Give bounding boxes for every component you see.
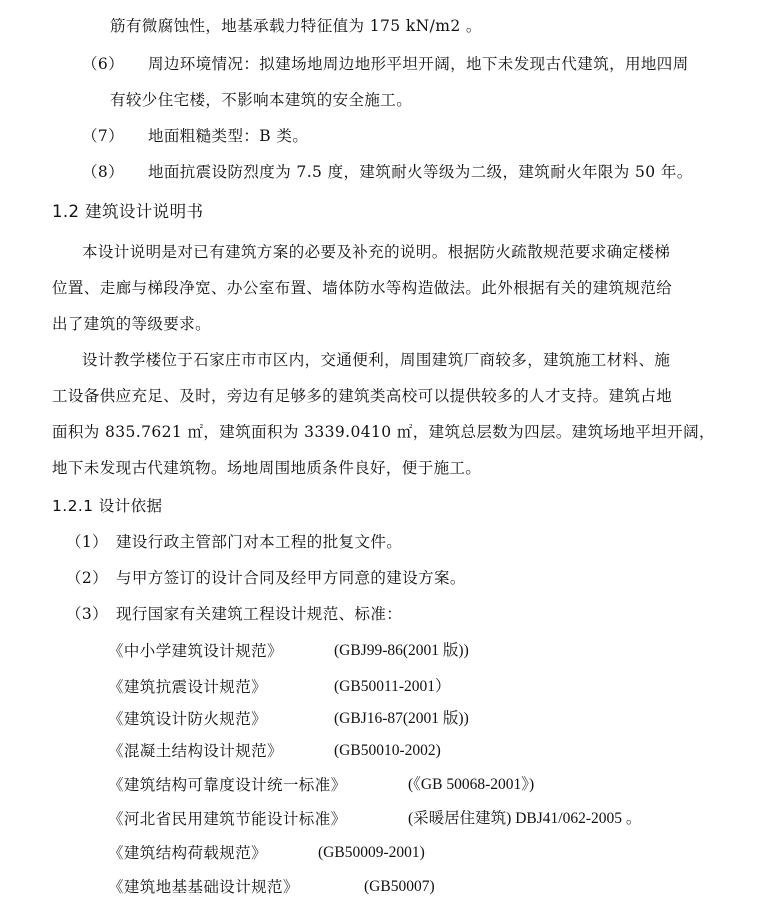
item-6-number: （6） xyxy=(82,55,125,73)
item-7-number: （7） xyxy=(82,127,125,145)
item-6-line1: 周边环境情况：拟建场地周边地形平坦开阔，地下未发现古代建筑，用地四周 xyxy=(148,55,689,73)
para2-line2: 工设备供应充足、及时，旁边有足够多的建筑类高校可以提供较多的人才支持。建筑占地 xyxy=(52,387,673,405)
standard-name-8: 《建筑地基基础设计规范》 xyxy=(108,878,299,896)
standard-code-2: (GB50011-2001） xyxy=(334,678,451,695)
item-8-line1: 地面抗震设防烈度为 7.5 度，建筑耐火等级为二级，建筑耐火年限为 50 年。 xyxy=(148,163,693,181)
basis-item-3-text: 现行国家有关建筑工程设计规范、标准： xyxy=(116,605,403,623)
para1-line3: 出了建筑的等级要求。 xyxy=(52,315,212,333)
section-1-2-heading: 1.2 建筑设计说明书 xyxy=(52,202,204,221)
para1-line2: 位置、走廊与梯段净宽、办公室布置、墙体防水等构造做法。此外根据有关的建筑规范给 xyxy=(52,279,673,297)
para2-line1: 设计教学楼位于石家庄市市区内，交通便利，周围建筑厂商较多，建筑施工材料、施 xyxy=(82,351,671,369)
para2-line4: 地下未发现古代建筑物。场地周围地质条件良好，便于施工。 xyxy=(52,459,482,477)
item-6-line2: 有较少住宅楼，不影响本建筑的安全施工。 xyxy=(110,91,413,109)
para2-line3: 面积为 835.7621 ㎡，建筑面积为 3339.0410 ㎡，建筑总层数为四层。建筑场地平坦开阔， xyxy=(52,423,715,441)
standard-name-1: 《中小学建筑设计规范》 xyxy=(108,642,283,660)
para1-line1: 本设计说明是对已有建筑方案的必要及补充的说明。根据防火疏散规范要求确定楼梯 xyxy=(82,243,671,261)
standard-name-2: 《建筑抗震设计规范》 xyxy=(108,678,268,696)
basis-item-3-number: （3） xyxy=(66,605,109,623)
standard-code-4: (GB50010-2002) xyxy=(334,742,441,759)
basis-item-2-text: 与甲方签订的设计合同及经甲方同意的建设方案。 xyxy=(116,569,466,587)
item-7-line1: 地面粗糙类型：B 类。 xyxy=(148,127,309,145)
basis-item-2-number: （2） xyxy=(66,569,109,587)
item-8-number: （8） xyxy=(82,163,125,181)
standard-code-7: (GB50009-2001) xyxy=(318,844,425,861)
basis-item-1-number: （1） xyxy=(66,533,109,551)
standard-name-7: 《建筑结构荷载规范》 xyxy=(108,844,268,862)
standard-name-5: 《建筑结构可靠度设计统一标准》 xyxy=(108,776,347,794)
standard-name-6: 《河北省民用建筑节能设计标准》 xyxy=(108,810,347,828)
standard-code-8: (GB50007) xyxy=(364,878,435,895)
basis-item-1-text: 建设行政主管部门对本工程的批复文件。 xyxy=(116,533,403,551)
continuation-line: 筋有微腐蚀性，地基承载力特征值为 175 kN/m2 。 xyxy=(110,17,482,35)
standard-code-3: (GBJ16-87(2001 版)) xyxy=(334,710,469,727)
standard-name-4: 《混凝土结构设计规范》 xyxy=(108,742,283,760)
standard-name-3: 《建筑设计防火规范》 xyxy=(108,710,268,728)
standard-code-1: (GBJ99-86(2001 版)) xyxy=(334,642,469,659)
section-1-2-1-heading: 1.2.1 设计依据 xyxy=(52,497,163,515)
standard-code-5: (《GB 50068-2001》) xyxy=(408,776,535,793)
standard-code-6: (采暖居住建筑) DBJ41/062-2005 。 xyxy=(408,810,642,827)
